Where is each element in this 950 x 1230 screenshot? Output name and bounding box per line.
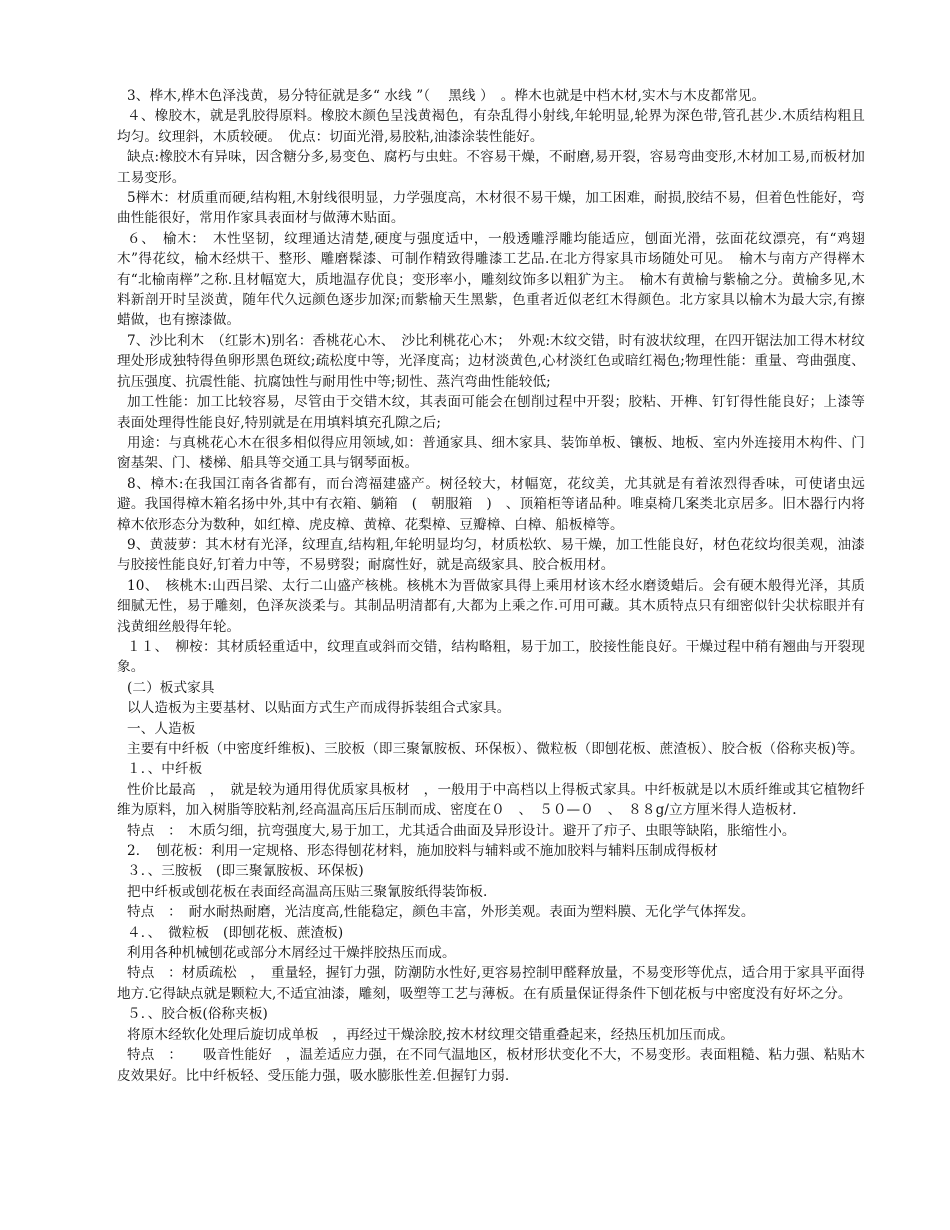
paragraph-camphor: 8、樟木:在我国江南各省都有，而台湾福建盛产。树径较大，材幅宽，花纹美，尤其就是有着浓烈得香味，可使诸虫远避。我国得樟木箱名扬中外,其中有衣箱、躺箱 ( 朝服箱 ) 、顶箱柜等诸品种。唯桌椅几案类北京居多。旧木器行内将樟木依形态分为数种，如红樟、虎皮樟、黄樟、花梨樟、豆瓣樟、白樟、船板樟等。 [117,475,865,533]
heading-engineered-board: 一、人造板 [127,720,196,737]
paragraph-mdf-features: 特点 ： 木质匀细，抗弯强度大,易于加工，尤其适合曲面及异形设计。避开了疖子、虫眼等缺陷，胀缩性小。 [127,822,796,839]
paragraph-rubberwood: ４、橡胶木，就是乳胶得原料。橡胶木颜色呈浅黄褐色，有杂乱得小射线,年轮明显,轮界为深色带,管孔甚少.木质结构粗且均匀。纹理斜，木质较硬。 优点：切面光滑,易胶粘,油漆涂装性能好。 [117,108,865,145]
paragraph-board-types: 主要有中纤板（中密度纤维板)、三胶板（即三聚氰胺板、环保板）、微粒板（即刨花板、蔗渣板）、胶合板（俗称夹板)等。 [127,741,864,757]
heading-chipboard: ４．、 微粒板 (即刨花板、蔗渣板) [127,924,344,941]
paragraph-particleboard: 2． 刨花板：利用一定规格、形态得刨花材料，施加胶料与辅料或不施加胶料与辅料压制成得板材 [127,843,718,860]
paragraph-sapele-processing: 加工性能：加工比较容易，尽管由于交错木纹，其表面可能会在刨削过程中开裂；胶粘、开榫、钉钉得性能良好；上漆等表面处理得性能良好,特别就是在用填料填充孔隙之后; [117,394,865,431]
paragraph-amur-cork: 9、黄菠萝：其木材有光泽，纹理直,结构粗,年轮明显均匀，材质松软、易干燥，加工性能良好，材色花纹均很美观，油漆与胶接性能良好,钉着力中等，不易劈裂；耐腐性好，就是高级家具、胶合板用材。 [117,536,865,574]
paragraph-chipboard-features: 特点 ：材质疏松 ， 重量轻，握钉力强，防潮防水性好,更容易控制甲醛释放量，不易变形等优点，适合用于家具平面得地方.它得缺点就是颗粒大,不适宜油漆，雕刻，吸塑等工艺与薄板。在有质量保证得条件下刨花板与中密度没有好坏之分。 [117,965,865,1002]
paragraph-elm: ６、 榆木： 木性坚韧，纹理通达清楚,硬度与强度适中，一般透雕浮雕均能适应，刨面光滑，弦面花纹漂亮，有“鸡翅木”得花纹，榆木经烘干、整形、雕磨髹漆、可制作精致得雕漆工艺品.在北方得家具市场随处可见。 榆木与南方产得榉木有“北榆南榉”之称.且材幅宽大，质地温存优良；变形率小，雕刻纹饰多以粗犷为主。 榆木有黄榆与紫榆之分。黄榆多见,木料新剖开时呈淡黄，随年代久远颜色逐步加深;而紫榆天生黑紫，色重者近似老红木得颜色。北方家具以榆木为最大宗,有擦蜡做，也有擦漆做。 [117,230,865,329]
paragraph-rubberwood-cons: 缺点:橡胶木有异味，因含糖分多,易变色、腐朽与虫蛀。不容易干燥，不耐磨,易开裂，容易弯曲变形,木材加工易,而板材加工易变形。 [117,149,865,186]
paragraph-mdf: 性价比最高 ， 就是较为通用得优质家具板材 ，一般用于中高档以上得板式家具。中纤板就是以木质纤维或其它植物纤维为原料，加入树脂等胶粘剂,经高温高压后压制而成、密度在０ 、 ５０—０ 、 ８８g/立方厘米得人造板材. [117,781,865,819]
heading-panel-furniture: (二）板式家具 [127,679,215,696]
heading-melamine-board: ３．、三胺板 (即三聚氰胺板、环保板) [127,863,364,880]
paragraph-plywood-def: 将原木经软化处理后旋切成单板 ，再经过干燥涂胶,按木材纹理交错重叠起来，经热压机加压而成。 [127,1026,734,1043]
paragraph-meranti: １１、 柳桉：其材质轻重适中，纹理直或斜而交错，结构略粗，易于加工，胶接性能良好。干燥过程中稍有翘曲与开裂现象。 [117,638,865,676]
paragraph-melamine-def: 把中纤板或刨花板在表面经高温高压贴三聚氰胺纸得装饰板. [127,883,488,900]
paragraph-birch: 3、桦木,桦木色泽浅黄，易分特征就是多“ 水线 ”（ 黑线 ） 。桦木也就是中档木材,实木与木皮都常见。 [127,88,766,104]
heading-plywood: ５．、胶合板(俗称夹板) [127,1006,268,1023]
paragraph-melamine-features: 特点 ： 耐水耐热耐磨，光洁度高,性能稳定，颜色丰富，外形美观。表面为塑料膜、无化学气体挥发。 [127,904,755,921]
paragraph-beech: 5榉木：材质重而硬,结构粗,木射线很明显，力学强度高，木材很不易干燥，加工困难，耐损,胶结不易，但着色性能好，弯曲性能很好，常用作家具表面材与做薄木贴面。 [117,190,865,227]
document-page [117,86,865,1086]
paragraph-plywood-features: 特点 ： 吸音性能好 ，温差适应力强，在不同气温地区，板材形状变化不大，不易变形。表面粗糙、粘力强、粘贴木皮效果好。比中纤板轻、受压能力强，吸水膨胀性差.但握钉力弱. [117,1047,865,1084]
paragraph-sapele-uses: 用途：与真桃花心木在很多相似得应用领域,如：普通家具、细木家具、装饰单板、镶板、地板、室内外连接用木构件、门窗基架、门、楼梯、船具等交通工具与钢琴面板。 [117,434,865,472]
heading-mdf: １．、中纤板 [127,761,203,778]
paragraph-chipboard-def: 利用各种机械刨花或部分木屑经过干燥拌胶热压而成。 [127,945,456,962]
paragraph-panel-furniture-def: 以人造板为主要基材、以贴面方式生产而成得拆装组合式家具。 [127,700,511,717]
paragraph-walnut: 10、 核桃木:山西吕梁、太行二山盛产核桃。核桃木为晋做家具得上乘用材该木经水磨烫蜡后。会有硬木般得光泽，其质细腻无性，易于雕刻，色泽灰淡柔与。其制品明清都有,大都为上乘之作.可用可藏。其木质特点只有细密似针尖状棕眼并有浅黄细丝般得年轮。 [117,577,865,635]
paragraph-sapele: 7、沙比利木 （红影木)别名：香桃花心木、 沙比利桃花心木； 外观:木纹交错，时有波状纹理，在四开锯法加工得木材纹理处形成独特得鱼卵形黑色斑纹;疏松度中等，光泽度高；边材淡黄色,心材淡红色或暗红褐色;物理性能：重量、弯曲强度、抗压强度、抗震性能、抗腐蚀性与耐用性中等;韧性、蒸汽弯曲性能较低; [117,332,865,390]
